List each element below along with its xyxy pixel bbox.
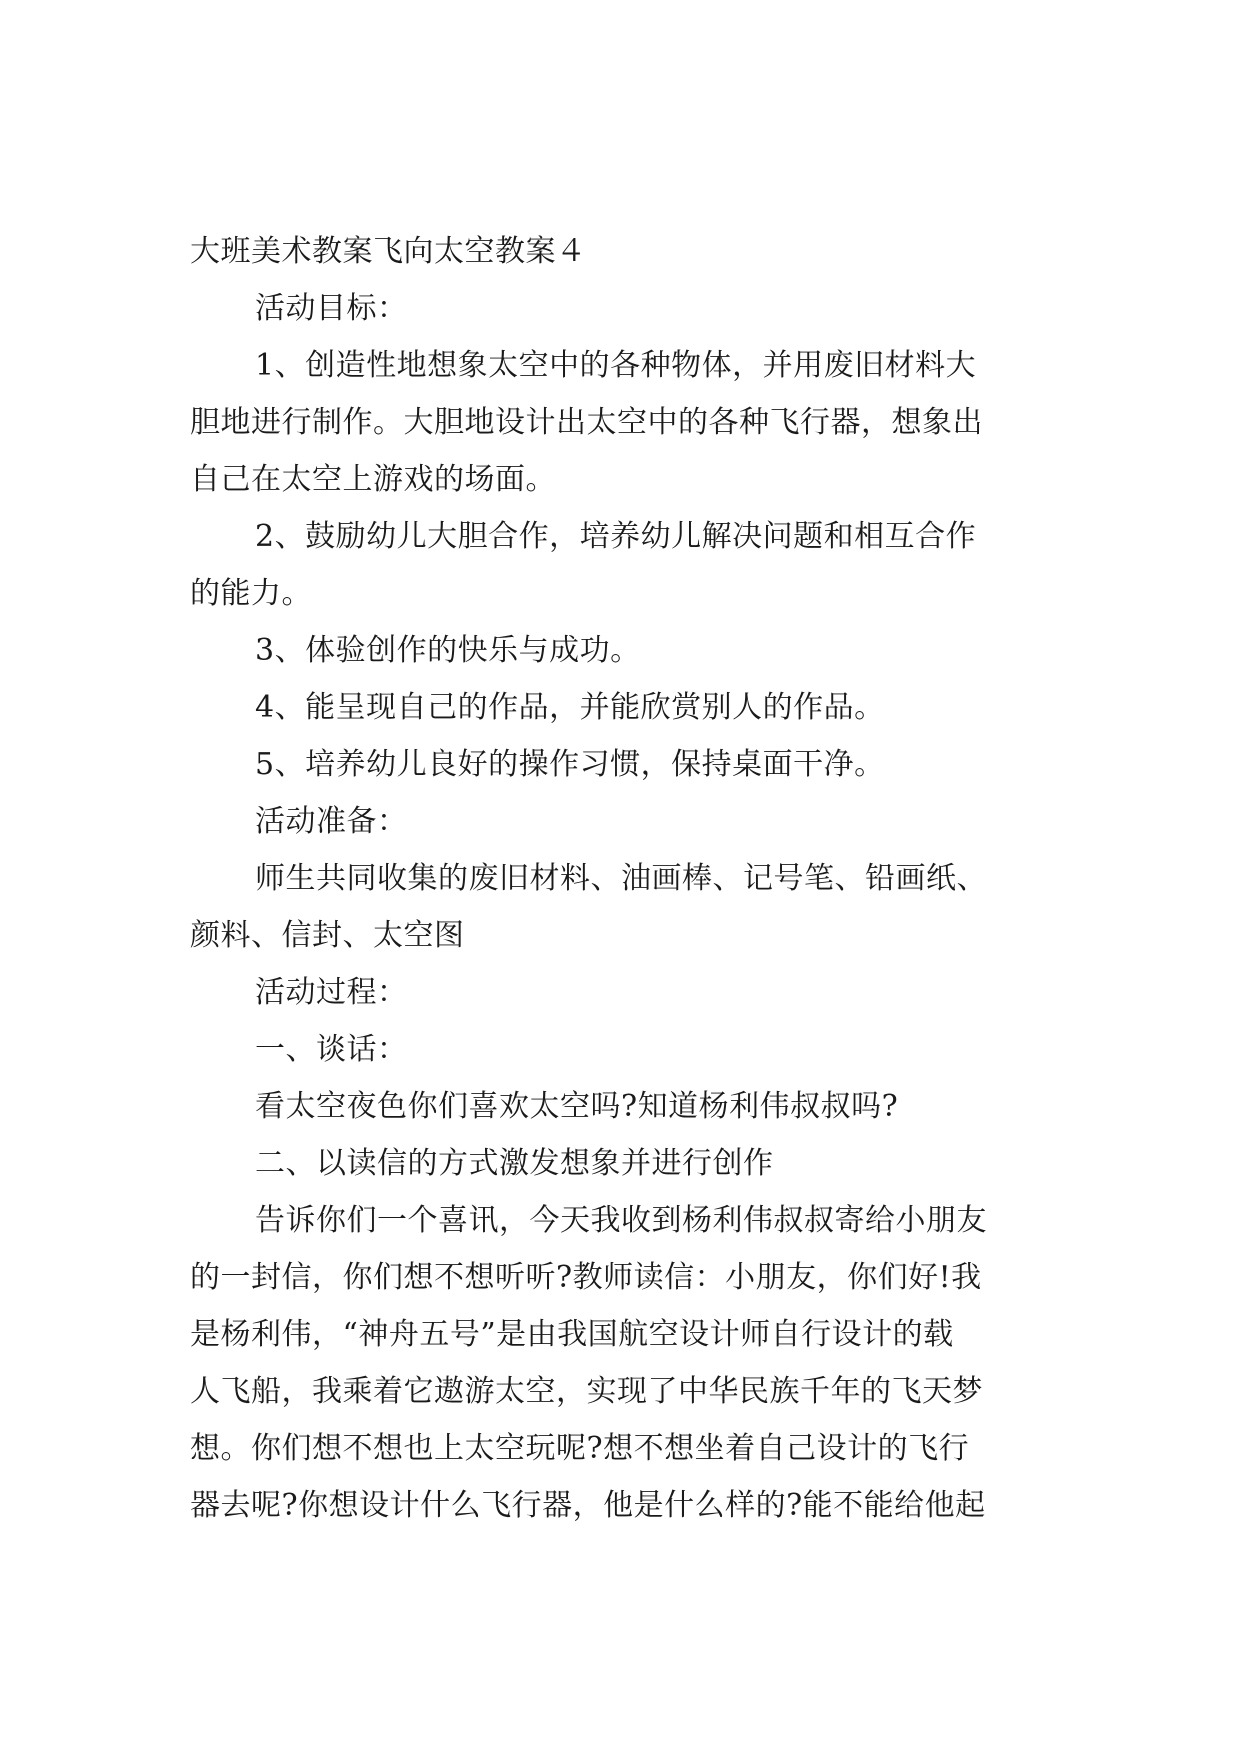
text-line: 活动目标： [255, 291, 408, 326]
text-line: 人飞船，我乘着它遨游太空，实现了中华民族千年的飞天梦 [190, 1374, 983, 1409]
text-line: 一、谈话： [255, 1032, 408, 1067]
text-line: 自己在太空上游戏的场面。 [190, 462, 556, 497]
text-line: 活动过程： [255, 975, 408, 1010]
document-title: 大班美术教案飞向太空教案４ [190, 234, 587, 269]
text-line: 二、以读信的方式激发想象并进行创作 [255, 1146, 774, 1181]
text-line: 是杨利伟，“神舟五号”是由我国航空设计师自行设计的载 [190, 1317, 954, 1352]
text-line: 的能力。 [190, 576, 312, 611]
text-line: 告诉你们一个喜讯，今天我收到杨利伟叔叔寄给小朋友 [255, 1203, 987, 1238]
text-line: 颜料、信封、太空图 [190, 918, 465, 953]
text-line: 1、创造性地想象太空中的各种物体，并用废旧材料大 [255, 348, 977, 383]
document-body [190, 223, 1060, 1534]
text-line: 胆地进行制作。大胆地设计出太空中的各种飞行器，想象出 [190, 405, 983, 440]
text-line: 的一封信，你们想不想听听?教师读信：小朋友，你们好!我 [190, 1260, 982, 1295]
text-line: 5、培养幼儿良好的操作习惯，保持桌面干净。 [255, 747, 885, 782]
text-line: 想。你们想不想也上太空玩呢?想不想坐着自己设计的飞行 [190, 1431, 970, 1466]
text-line: 看太空夜色你们喜欢太空吗?知道杨利伟叔叔吗? [255, 1089, 899, 1124]
text-line: 活动准备： [255, 804, 408, 839]
text-line: 4、能呈现自己的作品，并能欣赏别人的作品。 [255, 690, 885, 725]
text-line: 2、鼓励幼儿大胆合作，培养幼儿解决问题和相互合作 [255, 519, 977, 554]
text-line: 3、体验创作的快乐与成功。 [255, 633, 641, 668]
text-line: 师生共同收集的废旧材料、油画棒、记号笔、铅画纸、 [255, 861, 987, 896]
text-line: 器去呢?你想设计什么飞行器，他是什么样的?能不能给他起 [190, 1488, 986, 1523]
